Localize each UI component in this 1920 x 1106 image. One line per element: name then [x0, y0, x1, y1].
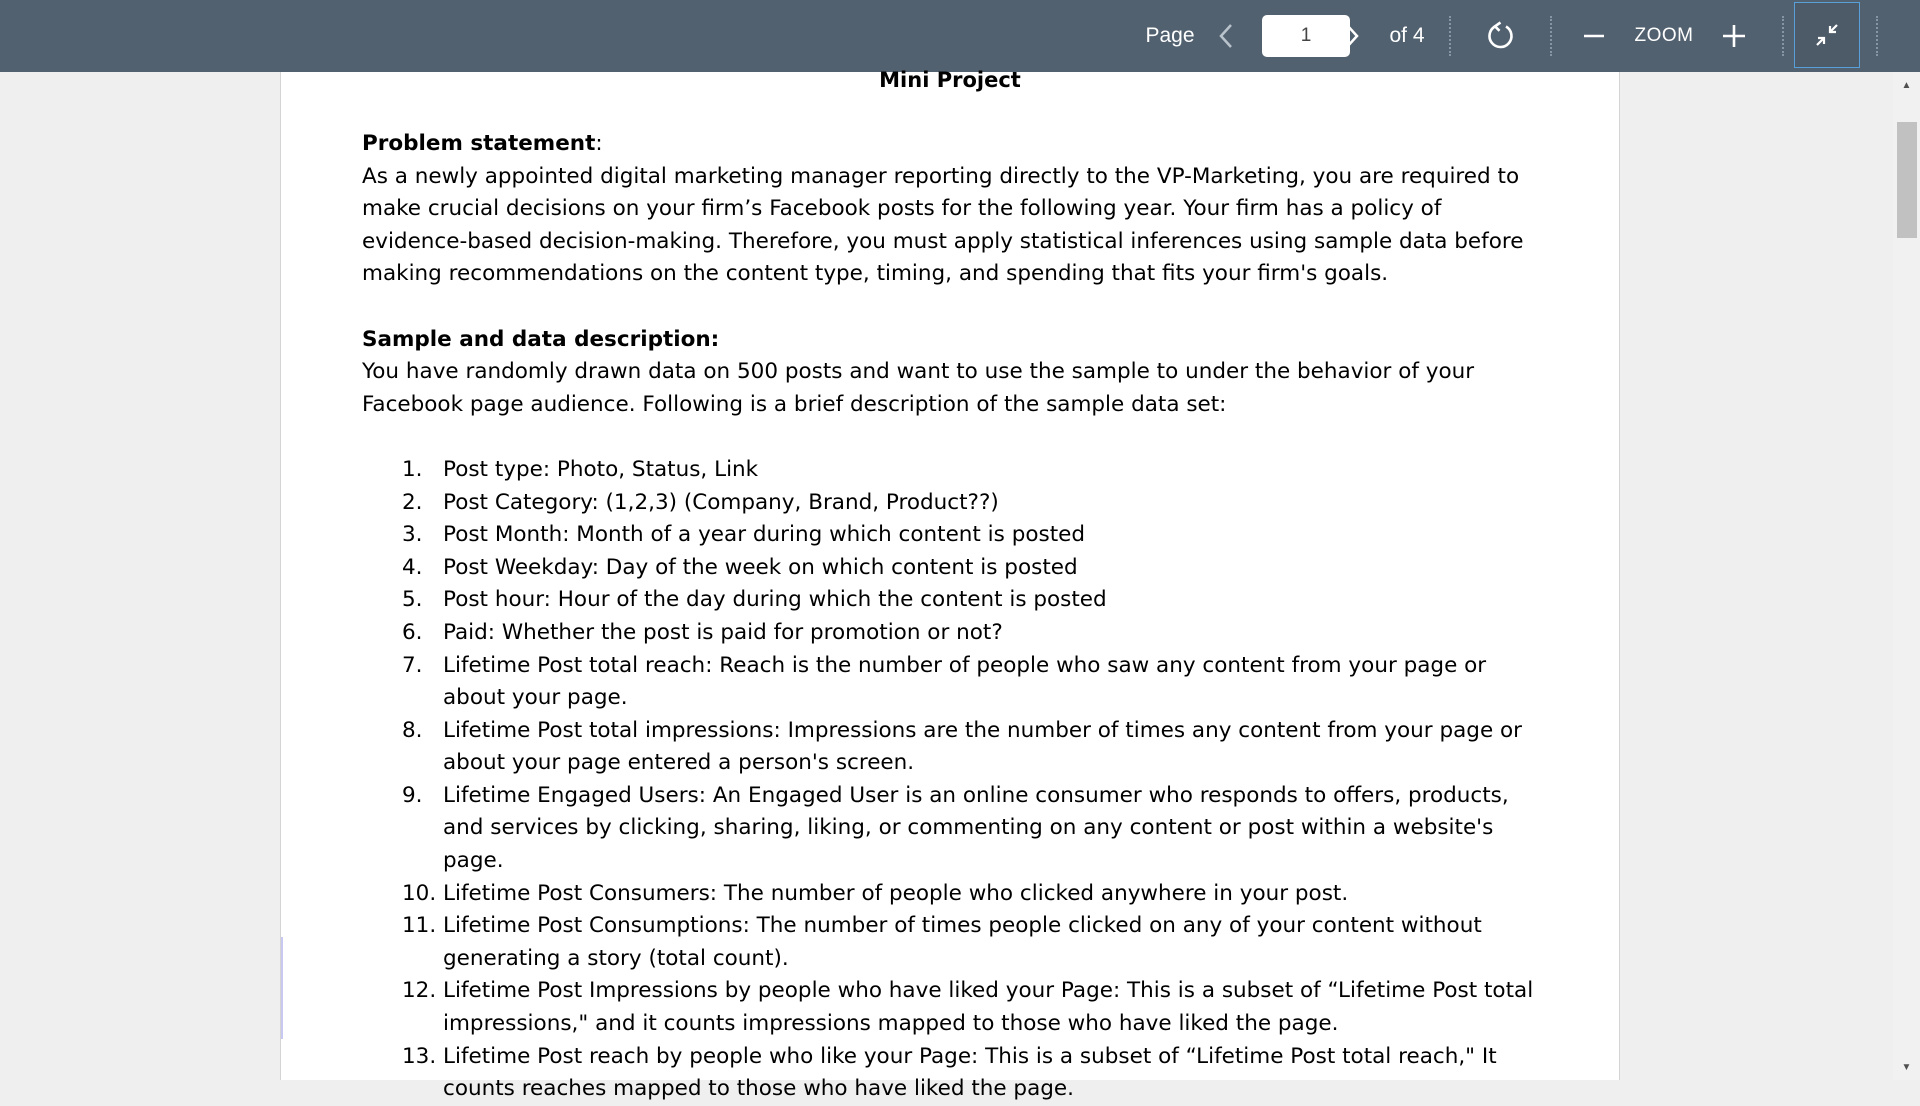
rotate-button[interactable] — [1478, 0, 1524, 72]
list-item — [362, 878, 1542, 911]
list-item — [362, 715, 1542, 780]
page-edge-marker — [281, 937, 283, 1039]
list-item-number: 3. — [402, 522, 423, 548]
list-item-number: 12. — [402, 978, 437, 1004]
list-item-number: 5. — [402, 587, 423, 613]
scroll-up-arrow-icon: ▲ — [1901, 79, 1912, 91]
list-item-number: 9. — [402, 782, 423, 808]
list-item-text: Paid: Whether the post is paid for promotion or not? — [443, 619, 1003, 645]
exit-fullscreen-button[interactable] — [1794, 2, 1860, 68]
scroll-up-button[interactable] — [1893, 72, 1920, 98]
zoom-out-button[interactable] — [1578, 0, 1610, 72]
list-item-number: 1. — [402, 456, 423, 482]
toolbar-divider — [1876, 16, 1878, 56]
previous-page-button[interactable] — [1212, 0, 1240, 72]
document-content — [362, 128, 1542, 1106]
page-count-label: of 4 — [1389, 24, 1425, 47]
list-item — [362, 1041, 1542, 1106]
scroll-down-arrow-icon: ▼ — [1901, 1061, 1912, 1073]
list-item-text: Post Weekday: Day of the week on which content is posted — [443, 554, 1078, 580]
zoom-in-button[interactable] — [1716, 0, 1752, 72]
document-title: Mini Project — [879, 68, 1021, 92]
scroll-down-button[interactable] — [1893, 1054, 1920, 1080]
list-item-text: Lifetime Post reach by people who like your Page: This is a subset of “Lifetime Post total reach," It counts reaches mapped to those who have liked the page. — [443, 1043, 1497, 1102]
chevron-right-icon — [1344, 23, 1360, 49]
list-item-text: Lifetime Post total reach: Reach is the number of people who saw any content from your page or about your page. — [443, 652, 1487, 711]
list-item-number: 13. — [402, 1043, 437, 1069]
list-item-number: 7. — [402, 652, 423, 678]
next-page-button[interactable] — [1338, 0, 1366, 72]
paragraph-gap — [362, 421, 1542, 454]
list-item-text: Post hour: Hour of the day during which the content is posted — [443, 587, 1107, 613]
list-item — [362, 584, 1542, 617]
list-item — [362, 519, 1542, 552]
list-item-number: 11. — [402, 913, 437, 939]
page-number-input[interactable] — [1262, 15, 1350, 57]
data-field-list — [362, 454, 1542, 1106]
heading-text: Problem statement — [362, 131, 596, 156]
vertical-scrollbar[interactable] — [1893, 72, 1920, 1080]
rotate-icon — [1485, 20, 1517, 52]
heading-colon: : — [595, 131, 603, 156]
list-item-number: 4. — [402, 554, 423, 580]
list-item — [362, 650, 1542, 715]
list-item — [362, 975, 1542, 1040]
problem-statement-text: As a newly appointed digital marketing manager reporting directly to the VP-Marketing, you are required to make crucial decisions on your firm’s Facebook posts for the following year. Your firm has a policy of evidence-based decision-making. Therefore, you must apply statistical inferences using sample data before making recommendations on the content type, timing, and spending that fits your firm's goals. — [362, 163, 1524, 287]
list-item-text: Lifetime Post Consumptions: The number of times people clicked on any of your content without generating a story (total count). — [443, 913, 1482, 971]
list-item-number: 2. — [402, 489, 423, 515]
list-item-text: Post Month: Month of a year during which content is posted — [443, 522, 1085, 548]
plus-icon — [1721, 23, 1747, 49]
list-item-number: 8. — [402, 717, 423, 743]
sample-description-text: You have randomly drawn data on 500 posts and want to use the sample to under the behavior of your Facebook page audience. Following is a brief description of the sample data set: — [362, 359, 1475, 417]
list-item-number: 10. — [402, 880, 437, 906]
list-item-text: Lifetime Post Consumers: The number of people who clicked anywhere in your post. — [443, 880, 1349, 906]
toolbar-divider — [1782, 16, 1784, 56]
list-item-text: Lifetime Engaged Users: An Engaged User is an online consumer who responds to offers, products, and services by clicking, sharing, liking, or commenting on any content or post within a website's page. — [443, 782, 1509, 874]
list-item — [362, 487, 1542, 520]
list-item-number: 6. — [402, 619, 423, 645]
list-item — [362, 454, 1542, 487]
sample-description-heading: Sample and data description: — [362, 326, 720, 352]
paragraph-gap — [362, 291, 1542, 324]
page-label: Page — [1145, 24, 1195, 47]
list-item — [362, 552, 1542, 585]
exit-fullscreen-icon — [1813, 21, 1841, 49]
scrollbar-thumb[interactable] — [1897, 122, 1917, 238]
list-item — [362, 780, 1542, 878]
list-item-text: Lifetime Post Impressions by people who have liked your Page: This is a subset of “Lifetime Post total impressions," and it counts impressions mapped to those who have liked the page. — [443, 978, 1534, 1037]
pdf-toolbar — [0, 0, 1920, 72]
document-page — [280, 68, 1620, 1102]
list-item — [362, 617, 1542, 650]
list-item-text: Post Category: (1,2,3) (Company, Brand, Product??) — [443, 489, 999, 515]
zoom-label: ZOOM — [1634, 25, 1694, 46]
chevron-left-icon — [1218, 23, 1234, 49]
list-item — [362, 910, 1542, 975]
minus-icon — [1582, 24, 1606, 48]
list-item-text: Post type: Photo, Status, Link — [443, 456, 759, 482]
toolbar-divider — [1550, 16, 1552, 56]
list-item-text: Lifetime Post total impressions: Impressions are the number of times any content from your page or about your page entered a person's screen. — [443, 717, 1522, 776]
problem-statement-heading — [362, 128, 1542, 161]
toolbar-divider — [1449, 16, 1451, 56]
